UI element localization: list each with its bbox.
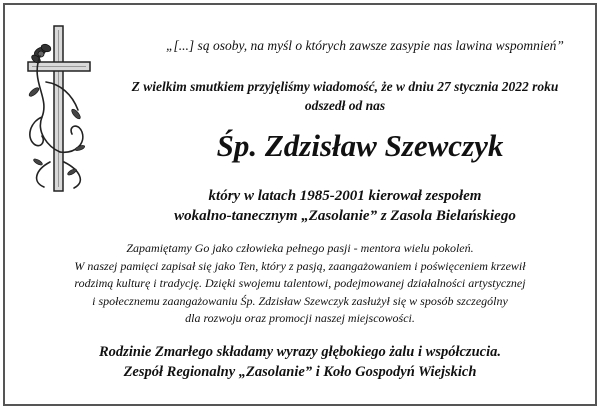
condolence-message [40,342,560,382]
announcement-line: odszedł od nas [304,98,386,113]
tribute-line: i społecznemu zaangażowaniu Śp. Zdzisław Szewczyk zasłużył się w sposób szczególny [92,293,508,308]
cross-with-flower-icon [20,22,100,197]
role-line: który w latach 1985-2001 kierował zespołem [208,188,482,204]
role-description [100,186,590,226]
tribute-line: W naszej pamięci zapisał się jako Ten, który z pasją, zaangażowaniem i poświęceniem krzewił [74,258,526,273]
tribute-line: rodzimą kulturę i tradycję. Dzięki swojemu talentowi, podejmowanej działalności artystycznej [74,276,526,290]
tribute-line: Zapamiętamy Go jako człowieka pełnego pasji - mentora wielu pokoleń. [126,241,474,255]
announcement-line: Z wielkim smutkiem przyjęliśmy wiadomość, że w dniu 27 stycznia 2022 roku [131,79,559,94]
deceased-name: Śp. Zdzisław Szewczyk [216,128,504,163]
role-line: wokalno-tanecznym „Zasolanie” z Zasola Bielańskiego [174,208,516,224]
opening-quote: „[...] są osoby, na myśl o których zawsze zasypie nas lawina wspomnień” [166,38,564,53]
signature-line: Zespół Regionalny „Zasolanie” i Koło Gospodyń Wiejskich [123,364,477,380]
announcement [100,77,590,115]
tribute-text [20,240,580,328]
tribute-line: dla rozwoju oraz promocji naszej miejscowości. [185,311,415,325]
condolence-line: Rodzinie Zmarłego składamy wyrazy głębokiego żalu i współczucia. [99,344,501,360]
